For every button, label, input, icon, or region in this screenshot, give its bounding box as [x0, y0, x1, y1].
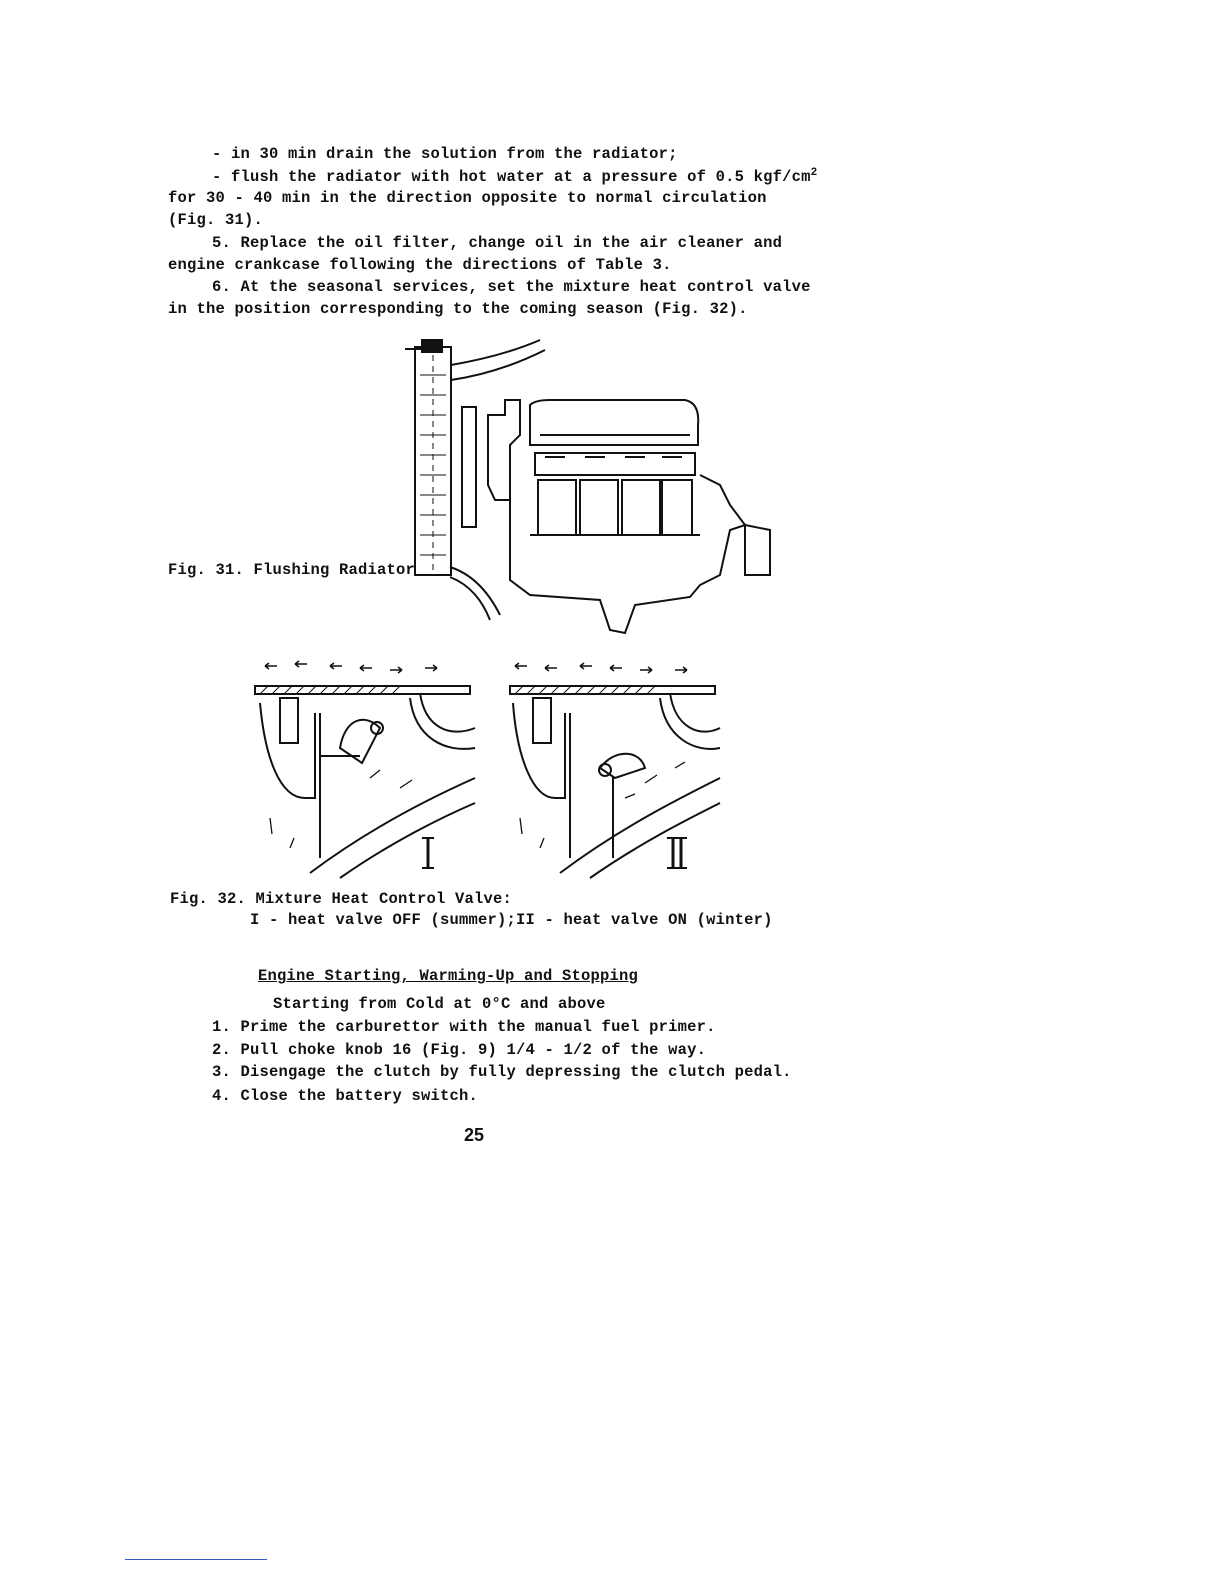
figure-32-caption-line1: Fig. 32. Mixture Heat Control Valve:	[170, 890, 513, 908]
section-subheading: Starting from Cold at 0°C and above	[273, 995, 606, 1013]
body-line-1: - in 30 min drain the solution from the radiator;	[212, 145, 678, 163]
body-line-3: for 30 - 40 min in the direction opposite to normal circulation	[168, 189, 767, 207]
body-line-6: engine crankcase following the directions of Table 3.	[168, 256, 672, 274]
figure-32-caption-line2: I - heat valve OFF (summer);II - heat valve ON (winter)	[250, 911, 773, 929]
section-heading: Engine Starting, Warming-Up and Stopping	[258, 967, 639, 985]
step-4: 4. Close the battery switch.	[212, 1087, 479, 1105]
figure-32-valve-drawings	[250, 658, 725, 883]
valve-on-panel	[510, 663, 720, 878]
body-line-8: in the position corresponding to the coming season (Fig. 32).	[168, 300, 748, 318]
figure-31-caption: Fig. 31. Flushing Radiator	[168, 561, 416, 579]
step-1: 1. Prime the carburettor with the manual fuel primer.	[212, 1018, 716, 1036]
body-line-4: (Fig. 31).	[168, 211, 264, 229]
body-line-2-text: - flush the radiator with hot water at a pressure of 0.5 kgf/cm	[212, 168, 811, 187]
body-line-2	[212, 167, 817, 186]
page-number: 25	[464, 1125, 485, 1145]
figure-31-engine-drawing	[400, 335, 780, 640]
step-2: 2. Pull choke knob 16 (Fig. 9) 1/4 - 1/2 of the way.	[212, 1041, 707, 1059]
body-line-7: 6. At the seasonal services, set the mixture heat control valve	[212, 278, 811, 296]
superscript-2: 2	[810, 167, 818, 179]
body-line-5: 5. Replace the oil filter, change oil in the air cleaner and	[212, 234, 783, 252]
step-3: 3. Disengage the clutch by fully depressing the clutch pedal.	[212, 1063, 792, 1081]
valve-off-panel	[255, 661, 475, 878]
footer-rule	[125, 1559, 267, 1560]
